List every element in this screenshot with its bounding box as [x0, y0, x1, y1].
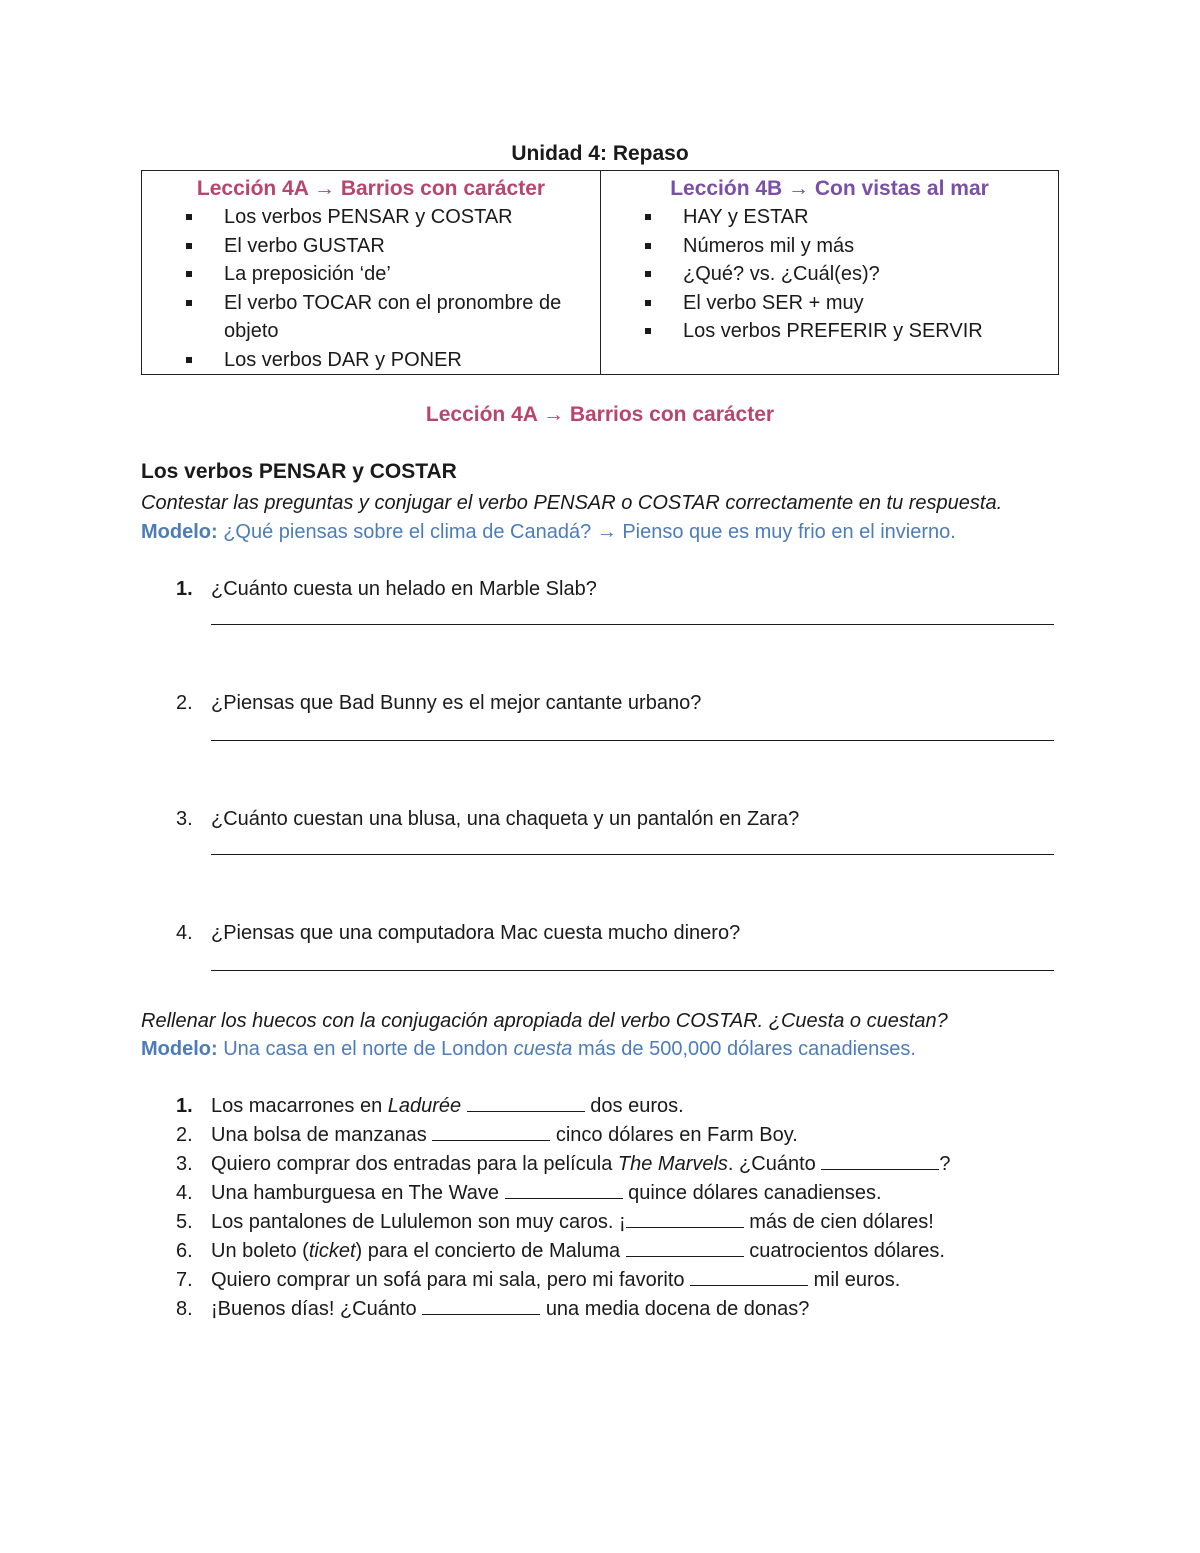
topic-item: Los verbos DAR y PONER: [186, 346, 600, 375]
section-heading: Lección 4A → Barrios con carácter: [425, 403, 775, 426]
topic-item: El verbo GUSTAR: [186, 232, 600, 261]
modelo-text: ¿Qué piensas sobre el clima de Canadá? → Pienso que es muy frio en el invierno.: [223, 521, 956, 543]
lesson-4a-column: [142, 171, 601, 375]
overview-table: [141, 170, 1059, 375]
fill-in-list: [176, 1092, 1056, 1324]
lesson-4b-heading: Lección 4B → Con vistas al mar: [670, 177, 989, 200]
topic-item: Números mil y más: [645, 232, 1058, 261]
item-text-post: dos euros.: [590, 1095, 684, 1117]
modelo-text-pre: Una casa en el norte de London: [223, 1038, 508, 1060]
topic-item: HAY y ESTAR: [645, 203, 1058, 232]
topic-item: El verbo TOCAR con el pronombre de objeto: [186, 289, 600, 346]
item-text: ¡Buenos días! ¿Cuánto: [211, 1298, 417, 1320]
topic-item: Los verbos PREFERIR y SERVIR: [645, 317, 1058, 346]
question-text: ¿Cuánto cuesta un helado en Marble Slab?: [211, 578, 597, 600]
lesson-4b-topics: [601, 203, 1058, 346]
item-text: Los pantalones de Lululemon son muy caros. ¡: [211, 1211, 626, 1233]
part2-modelo: [141, 1035, 1061, 1063]
item-italic: The Marvels: [617, 1153, 728, 1175]
answer-line[interactable]: [211, 722, 1054, 741]
fill-item: [176, 1179, 1056, 1208]
item-text-post: ?: [939, 1153, 951, 1175]
question-text: ¿Cuánto cuestan una blusa, una chaqueta y un pantalón en Zara?: [211, 808, 800, 830]
page-title: Unidad 4: Repaso: [511, 142, 689, 165]
item-number: 1.: [176, 1095, 193, 1117]
item-text-mid: ) para el concierto de Maluma: [355, 1240, 621, 1262]
item-text-post: cuatrocientos dólares.: [749, 1240, 945, 1262]
blank-field[interactable]: [467, 1093, 585, 1112]
item-number: 5.: [176, 1211, 193, 1233]
blank-field[interactable]: [626, 1238, 744, 1257]
blank-field[interactable]: [505, 1180, 623, 1199]
question-text: ¿Piensas que una computadora Mac cuesta mucho dinero?: [211, 922, 741, 944]
question-number: 1.: [176, 578, 193, 600]
modelo-verb: cuesta: [513, 1038, 573, 1060]
item-number: 7.: [176, 1269, 193, 1291]
item-text: Una hamburguesa en The Wave: [211, 1182, 499, 1204]
modelo-text-post: más de 500,000 dólares canadienses.: [577, 1038, 916, 1060]
item-text: Los macarrones en: [211, 1095, 383, 1117]
modelo-label: Modelo:: [141, 1038, 218, 1060]
question-text: ¿Piensas que Bad Bunny es el mejor cantante urbano?: [211, 692, 702, 714]
part1-heading: Los verbos PENSAR y COSTAR: [141, 460, 457, 483]
part1-modelo: [141, 518, 1061, 546]
lesson-4a-heading: Lección 4A → Barrios con carácter: [196, 177, 546, 200]
item-text-post: cinco dólares en Farm Boy.: [555, 1124, 798, 1146]
question-number: 2.: [176, 692, 193, 714]
topic-item: La preposición ‘de’: [186, 260, 600, 289]
question-number: 4.: [176, 922, 193, 944]
item-text-post: mil euros.: [813, 1269, 901, 1291]
item-number: 2.: [176, 1124, 193, 1146]
item-number: 8.: [176, 1298, 193, 1320]
topic-item: Los verbos PENSAR y COSTAR: [186, 203, 600, 232]
item-text-post: quince dólares canadienses.: [628, 1182, 882, 1204]
fill-item: [176, 1121, 1056, 1150]
blank-field[interactable]: [690, 1267, 808, 1286]
item-text: Una bolsa de manzanas: [211, 1124, 427, 1146]
fill-item: [176, 1150, 1056, 1179]
fill-item: [176, 1237, 1056, 1266]
blank-field[interactable]: [821, 1151, 939, 1170]
blank-field[interactable]: [626, 1209, 744, 1228]
fill-item: [176, 1092, 1056, 1121]
item-text: Quiero comprar dos entradas para la película: [211, 1153, 613, 1175]
item-text-post: una media docena de donas?: [545, 1298, 810, 1320]
modelo-label: Modelo:: [141, 521, 218, 543]
item-italic: Ladurée: [387, 1095, 462, 1117]
fill-item: [176, 1295, 1056, 1324]
topic-item: El verbo SER + muy: [645, 289, 1058, 318]
answer-line[interactable]: [211, 606, 1054, 625]
item-number: 6.: [176, 1240, 193, 1262]
fill-item: [176, 1208, 1056, 1237]
item-text: Quiero comprar un sofá para mi sala, pero mi favorito: [211, 1269, 685, 1291]
item-number: 3.: [176, 1153, 193, 1175]
answer-line[interactable]: [211, 836, 1054, 855]
blank-field[interactable]: [432, 1122, 550, 1141]
part2-instructions: Rellenar los huecos con la conjugación apropiada del verbo COSTAR. ¿Cuesta o cuestan?: [141, 1010, 948, 1032]
item-text: Un boleto (: [211, 1240, 309, 1262]
answer-line[interactable]: [211, 952, 1054, 971]
topic-item: ¿Qué? vs. ¿Cuál(es)?: [645, 260, 1058, 289]
item-number: 4.: [176, 1182, 193, 1204]
question-number: 3.: [176, 808, 193, 830]
lesson-4b-column: [601, 171, 1059, 375]
item-italic: ticket: [308, 1240, 356, 1262]
item-text-post: más de cien dólares!: [749, 1211, 934, 1233]
fill-item: [176, 1266, 1056, 1295]
item-text-mid: . ¿Cuánto: [727, 1153, 816, 1175]
lesson-4a-topics: [142, 203, 600, 374]
blank-field[interactable]: [422, 1296, 540, 1315]
part1-instructions: Contestar las preguntas y conjugar el verbo PENSAR o COSTAR correctamente en tu respuesta.: [141, 492, 1003, 514]
